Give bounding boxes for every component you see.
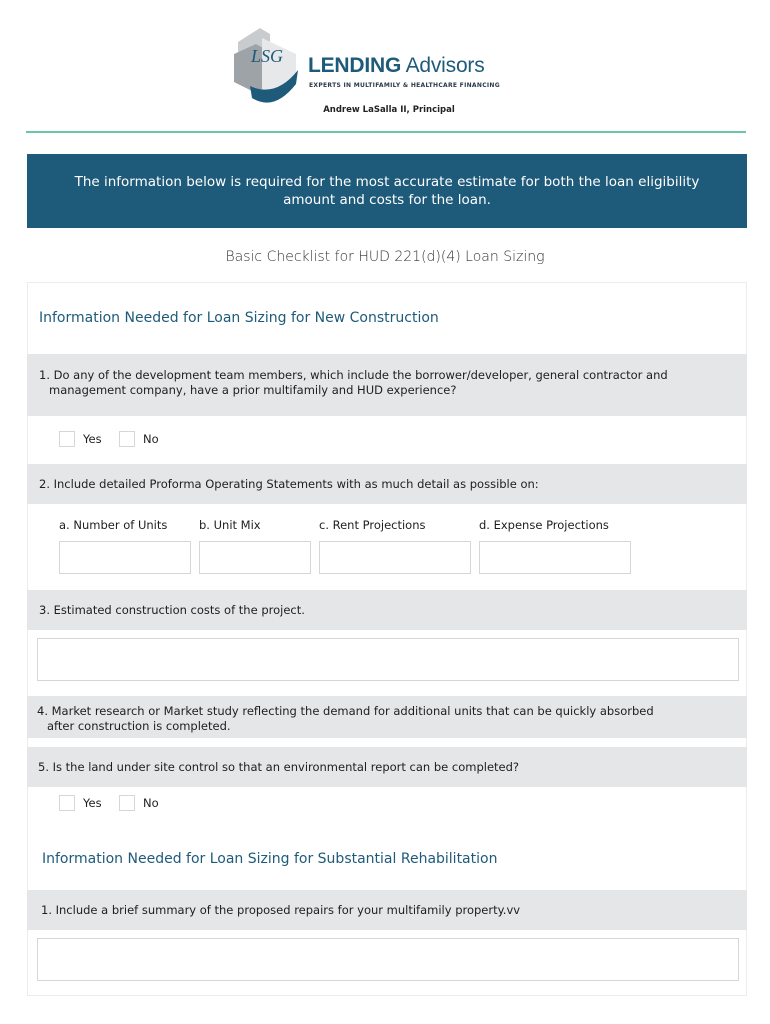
banner-text: The information below is required for the most accurate estimate for both the loan eligibility amount and costs for the loan.: [74, 174, 700, 208]
principal-name: Andrew LaSalla II, Principal: [323, 105, 455, 115]
question-5-text: 5. Is the land under site control so that an environmental report can be completed?: [38, 760, 520, 774]
question-2-bar: [27, 464, 747, 504]
q1-no-label: No: [143, 432, 159, 446]
q5-yes-label: Yes: [83, 796, 102, 810]
q5-yes-checkbox[interactable]: [59, 795, 75, 811]
brand-tagline: EXPERTS IN MULTIFAMILY & HEALTHCARE FINANCING: [309, 82, 500, 89]
rent-projections-input[interactable]: [319, 541, 471, 574]
q1-no-checkbox[interactable]: [119, 431, 135, 447]
logo-letters: LSG: [251, 46, 284, 66]
brand-name: [308, 54, 485, 78]
unit-mix-input[interactable]: [199, 541, 311, 574]
q1-yes-checkbox[interactable]: [59, 431, 75, 447]
units-label: a. Number of Units: [59, 518, 168, 532]
question-4-bar: [27, 696, 747, 738]
q1-no-option[interactable]: [119, 431, 159, 447]
q1-yes-option[interactable]: [59, 431, 102, 447]
q1-yes-label: Yes: [83, 432, 102, 446]
q5-no-checkbox[interactable]: [119, 795, 135, 811]
rehab-question-1-text: 1. Include a brief summary of the proposed repairs for your multifamily property.vv: [41, 903, 521, 917]
rent-projections-label: c. Rent Projections: [319, 518, 426, 532]
q5-yes-option[interactable]: [59, 795, 102, 811]
rehab-question-1-bar: [27, 890, 747, 930]
q5-no-option[interactable]: [119, 795, 159, 811]
units-input[interactable]: [59, 541, 191, 574]
question-3-bar: [27, 590, 747, 630]
lsg-logo-icon: [230, 26, 302, 112]
brand-name-light: Advisors: [405, 54, 485, 77]
question-1-text-cont: management company, have a prior multifamily and HUD experience?: [49, 383, 457, 397]
header-divider: [26, 131, 746, 133]
question-4-text: 4. Market research or Market study reflecting the demand for additional units that can be quickly absorbed: [37, 704, 654, 718]
question-5-bar: [27, 747, 747, 787]
unit-mix-label: b. Unit Mix: [199, 518, 261, 532]
q5-no-label: No: [143, 796, 159, 810]
brand-name-bold: LENDING: [308, 54, 402, 77]
info-banner: [27, 154, 747, 228]
question-3-text: 3. Estimated construction costs of the project.: [39, 603, 305, 617]
question-4-text-cont: after construction is completed.: [47, 719, 231, 733]
construction-costs-input[interactable]: [37, 638, 739, 681]
company-logo: [230, 26, 500, 116]
repairs-summary-input[interactable]: [37, 938, 739, 981]
page-title: Basic Checklist for HUD 221(d)(4) Loan Sizing: [225, 249, 545, 265]
section-title-new-construction: Information Needed for Loan Sizing for New Construction: [39, 310, 439, 326]
question-1-bar: [27, 354, 747, 416]
question-1-text: 1. Do any of the development team members, which include the borrower/developer, general contractor and: [39, 368, 668, 382]
expense-projections-label: d. Expense Projections: [479, 518, 609, 532]
expense-projections-input[interactable]: [479, 541, 631, 574]
section-title-rehabilitation: Information Needed for Loan Sizing for Substantial Rehabilitation: [42, 851, 498, 867]
question-2-text: 2. Include detailed Proforma Operating Statements with as much detail as possible on:: [39, 477, 539, 491]
